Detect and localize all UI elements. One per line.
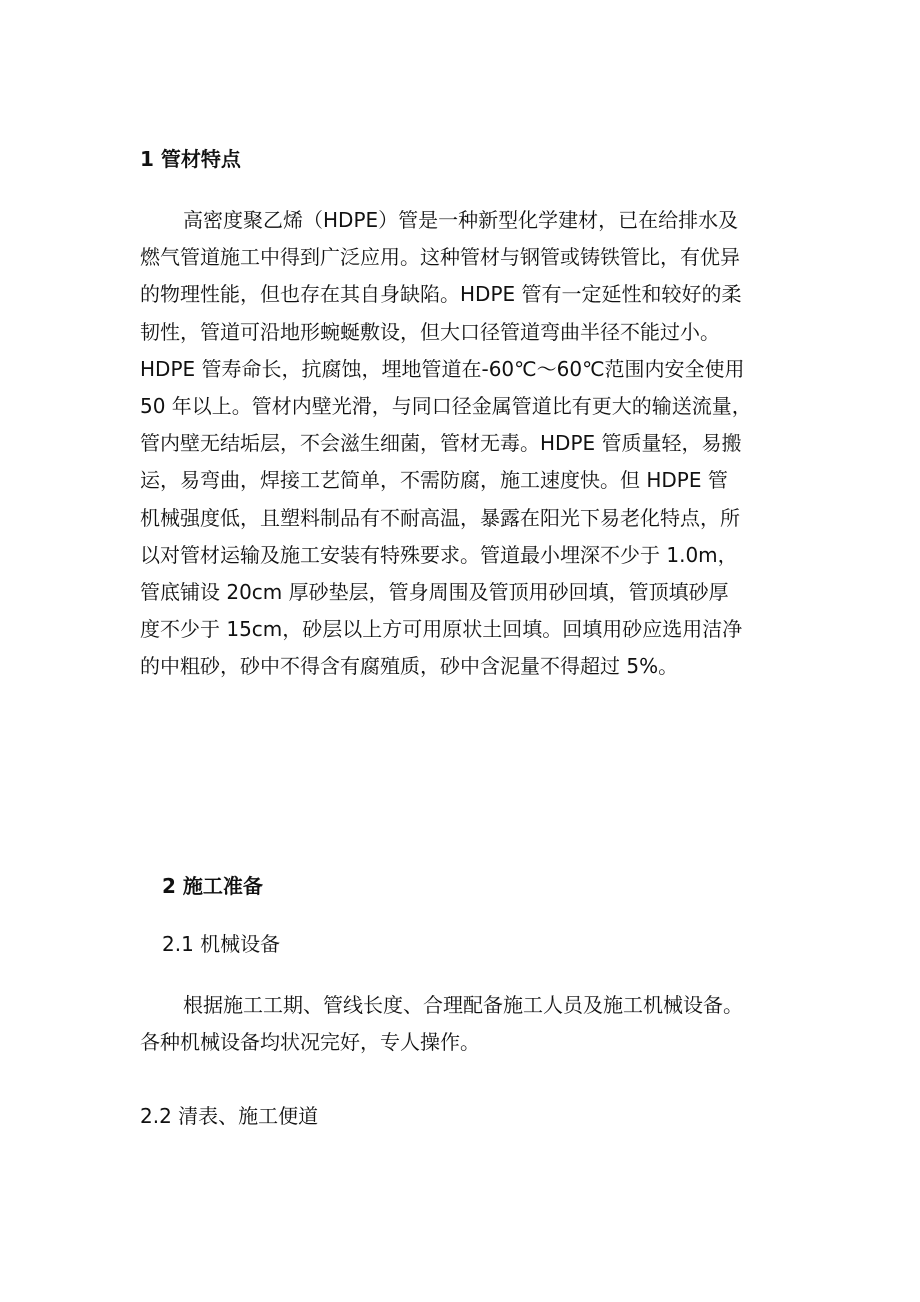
paragraph-line: 管底铺设 20cm 厚砂垫层，管身周围及管顶用砂回填，管顶填砂厚	[140, 579, 729, 604]
paragraph-line: 根据施工工期、管线长度、合理配备施工人员及施工机械设备。	[183, 993, 743, 1017]
subsection-2-1-paragraph	[140, 987, 790, 1061]
paragraph-line: 各种机械设备均状况完好，专人操作。	[140, 1030, 480, 1055]
paragraph-line: 的中粗砂，砂中不得含有腐殖质，砂中含泥量不得超过 5%。	[140, 654, 679, 679]
section-2-heading: 2 施工准备	[162, 874, 263, 898]
paragraph-line: 燃气管道施工中得到广泛应用。这种管材与钢管或铸铁管比，有优异	[140, 245, 740, 270]
paragraph-line: 度不少于 15cm，砂层以上方可用原状土回填。回填用砂应选用洁净	[140, 617, 743, 642]
paragraph-line: 韧性，管道可沿地形蜿蜒敷设，但大口径管道弯曲半径不能过小。	[140, 319, 720, 344]
paragraph-line: 50 年以上。管材内壁光滑，与同口径金属管道比有更大的输送流量，	[140, 393, 752, 418]
section-1-heading: 1 管材特点	[140, 147, 241, 171]
section-1-paragraph	[140, 202, 790, 685]
paragraph-line: HDPE 管寿命长，抗腐蚀，埋地管道在-60℃～60℃范围内安全使用	[140, 356, 745, 381]
subsection-2-1-heading: 2.1 机械设备	[162, 932, 281, 956]
paragraph-line: 运，易弯曲，焊接工艺简单，不需防腐，施工速度快。但 HDPE 管	[140, 468, 728, 493]
subsection-2-2-heading: 2.2 清表、施工便道	[140, 1104, 319, 1128]
paragraph-line: 高密度聚乙烯（HDPE）管是一种新型化学建材，已在给排水及	[183, 208, 739, 232]
paragraph-line: 管内壁无结垢层，不会滋生细菌，管材无毒。HDPE 管质量轻，易搬	[140, 431, 742, 456]
paragraph-line: 以对管材运输及施工安装有特殊要求。管道最小埋深不少于 1.0m，	[140, 542, 738, 567]
paragraph-line: 机械强度低，且塑料制品有不耐高温，暴露在阳光下易老化特点，所	[140, 505, 740, 530]
paragraph-line: 的物理性能，但也存在其自身缺陷。HDPE 管有一定延性和较好的柔	[140, 282, 742, 307]
